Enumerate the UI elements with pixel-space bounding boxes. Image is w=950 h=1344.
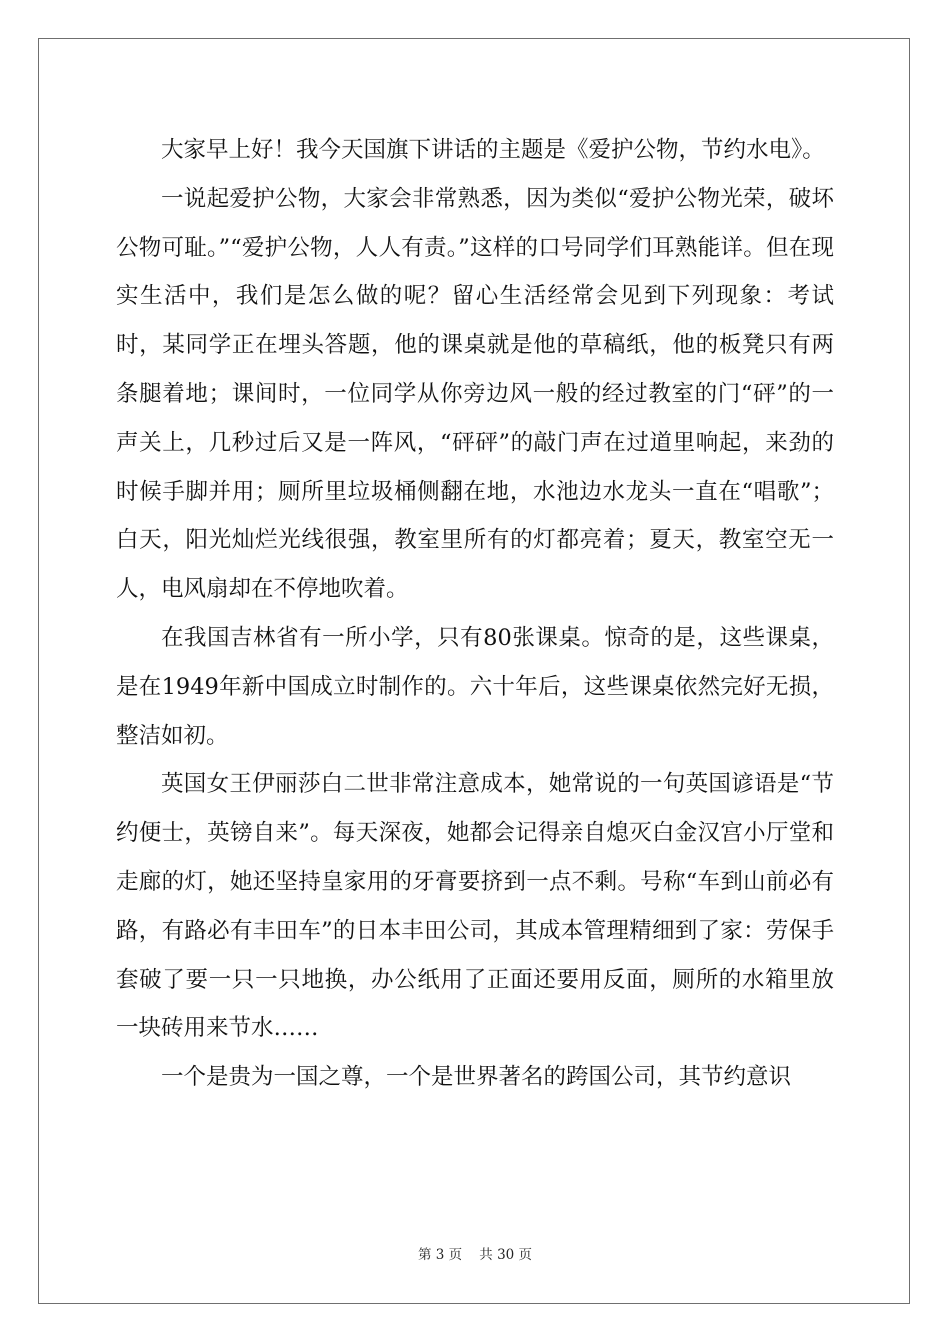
page-number: 第 3 页 共 30 页: [417, 1247, 533, 1263]
paragraph-conclusion-start: 一个是贵为一国之尊，一个是世界著名的跨国公司，其节约意识: [161, 1064, 792, 1091]
paragraph-campus-phenomena: 一说起爱护公物，大家会非常熟悉，因为类似“爱护公物光荣，破坏公物可耻。”“爱护公物，人人有责。”这样的口号同学们耳熟能详。但在现实生活中，我们是怎么做的呢？留心生活经常会见到下列现象：考试时，某同学正在埋头答题，他的课桌就是他的草稿纸，他的板凳只有两条腿着地；课间时，一位同学从你旁边风一般的经过教室的门“砰”的一声关上，几秒过后又是一阵风，“砰砰”的敲门声在过道里响起，来劲的时候手脚并用；厕所里垃圾桶侧翻在地，水池边水龙头一直在“唱歌”；白天，阳光灿烂光线很强，教室里所有的灯都亮着；夏天，教室空无一人，电风扇却在不停地吹着。: [116, 185, 834, 603]
paragraph-greeting: 大家早上好！我今天国旗下讲话的主题是《爱护公物，节约水电》。: [161, 137, 825, 163]
document-body: [116, 126, 834, 1102]
paragraph-jilin-school: 在我国吉林省有一所小学，只有80张课桌。惊奇的是，这些课桌，是在1949年新中国成立时制作的。六十年后，这些课桌依然完好无损，整洁如初。: [116, 624, 834, 749]
paragraph-queen-toyota: 英国女王伊丽莎白二世非常注意成本，她常说的一句英国谚语是“节约便士，英镑自来”。每天深夜，她都会记得亲自熄灭白金汉宫小厅堂和走廊的灯，她还坚持皇家用的牙膏要挤到一点不剩。号称“车到山前必有路，有路必有丰田车”的日本丰田公司，其成本管理精细到了家：劳保手套破了要一只一只地换，办公纸用了正面还要用反面，厕所的水箱里放一块砖用来节水……: [116, 771, 834, 1042]
